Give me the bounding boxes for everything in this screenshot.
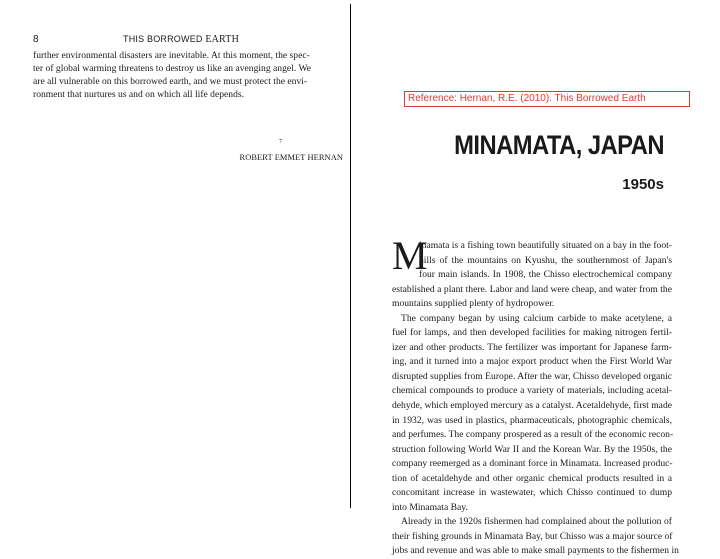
text-line: further environmental disasters are inevitable. At this moment, the spec- xyxy=(33,50,310,61)
left-page-header xyxy=(33,34,333,48)
left-page xyxy=(0,0,350,510)
text-line: inamata is a fishing town beautifully situated on a bay in the foot- xyxy=(419,240,672,251)
right-page-body xyxy=(392,233,679,559)
text-line: four main islands. In 1908, the Chisso electrochemical company xyxy=(419,269,672,281)
text-line: ter of global warming threatens to destroy us like an avenging angel. We xyxy=(33,62,311,74)
text-line: in 1932, was used in plastics, pharmaceuticals, photographic chemicals, xyxy=(392,414,672,426)
text-line: established a plant there. Labor and land were cheap, and water from the xyxy=(392,283,672,295)
text-line: into Minamata Bay. xyxy=(392,501,468,513)
drop-cap: M xyxy=(392,233,428,278)
text-line: and perfumes. The company prospered as a result of the economic recon- xyxy=(392,429,674,441)
text-line: struction following World War II and the Korean War. By the 1950s, the xyxy=(392,443,672,455)
text-line: ing, and it turned into a major export product when the First World War xyxy=(392,356,672,368)
page-number: 8 xyxy=(33,34,39,45)
running-head-text: THIS BORROWED xyxy=(123,34,203,44)
text-line: chemical compounds to produce a variety of materials, including acetal- xyxy=(392,385,672,397)
text-line: mountains supplied plenty of hydropower. xyxy=(392,298,555,310)
chapter-subtitle: 1950s xyxy=(622,176,664,193)
reference-annotation: Reference: Hernan, R.E. (2010). This Borrowed Earth xyxy=(404,91,690,107)
running-head xyxy=(123,34,239,45)
text-line: are all vulnerable on this borrowed earth, and we must protect the envi- xyxy=(33,75,308,87)
text-line: concomitant increase in wastewater, which Chisso continued to dump xyxy=(392,487,672,499)
right-page xyxy=(352,0,720,557)
text-line: ronment that nurtures us and on which all life depends. xyxy=(33,88,245,100)
footnote-mark: 7 xyxy=(279,139,282,145)
text-line: jobs and revenue and was able to make small payments to the fishermen in xyxy=(392,545,679,557)
chapter-title: MINAMATA, JAPAN xyxy=(454,130,664,160)
text-line: fuel for lamps, and then developed facilities for making nitrogen fertil- xyxy=(392,327,672,339)
text-line: tion of acetaldehyde and other organic chemical products resulted in a xyxy=(392,472,672,484)
text-line: hills of the mountains on Kyushu, the southernmost of Japan's xyxy=(419,254,672,266)
running-head-text-end: EARTH xyxy=(205,34,240,45)
page-gutter-divider xyxy=(350,4,351,508)
text-line: Already in the 1920s fishermen had complained about the pollution of xyxy=(401,516,672,528)
text-line: company reemerged as a dominant force in Minamata. Increased produc- xyxy=(392,458,673,470)
text-line: The company began by using calcium carbide to make acetylene, a xyxy=(401,312,672,324)
text-line: disrupted supplies from Europe. After the war, Chisso developed organic xyxy=(392,370,672,382)
text-line: their fishing grounds in Minamata Bay, but Chisso was a major source of xyxy=(392,530,673,542)
text-line: dehyde, which employed mercury as a catalyst. Acetaldehyde, first made xyxy=(392,400,672,412)
left-page-body xyxy=(33,50,343,162)
author-attribution: ROBERT EMMET HERNAN xyxy=(239,153,343,162)
text-line: izer and other products. The fertilizer was important for Japanese farm- xyxy=(392,341,672,353)
